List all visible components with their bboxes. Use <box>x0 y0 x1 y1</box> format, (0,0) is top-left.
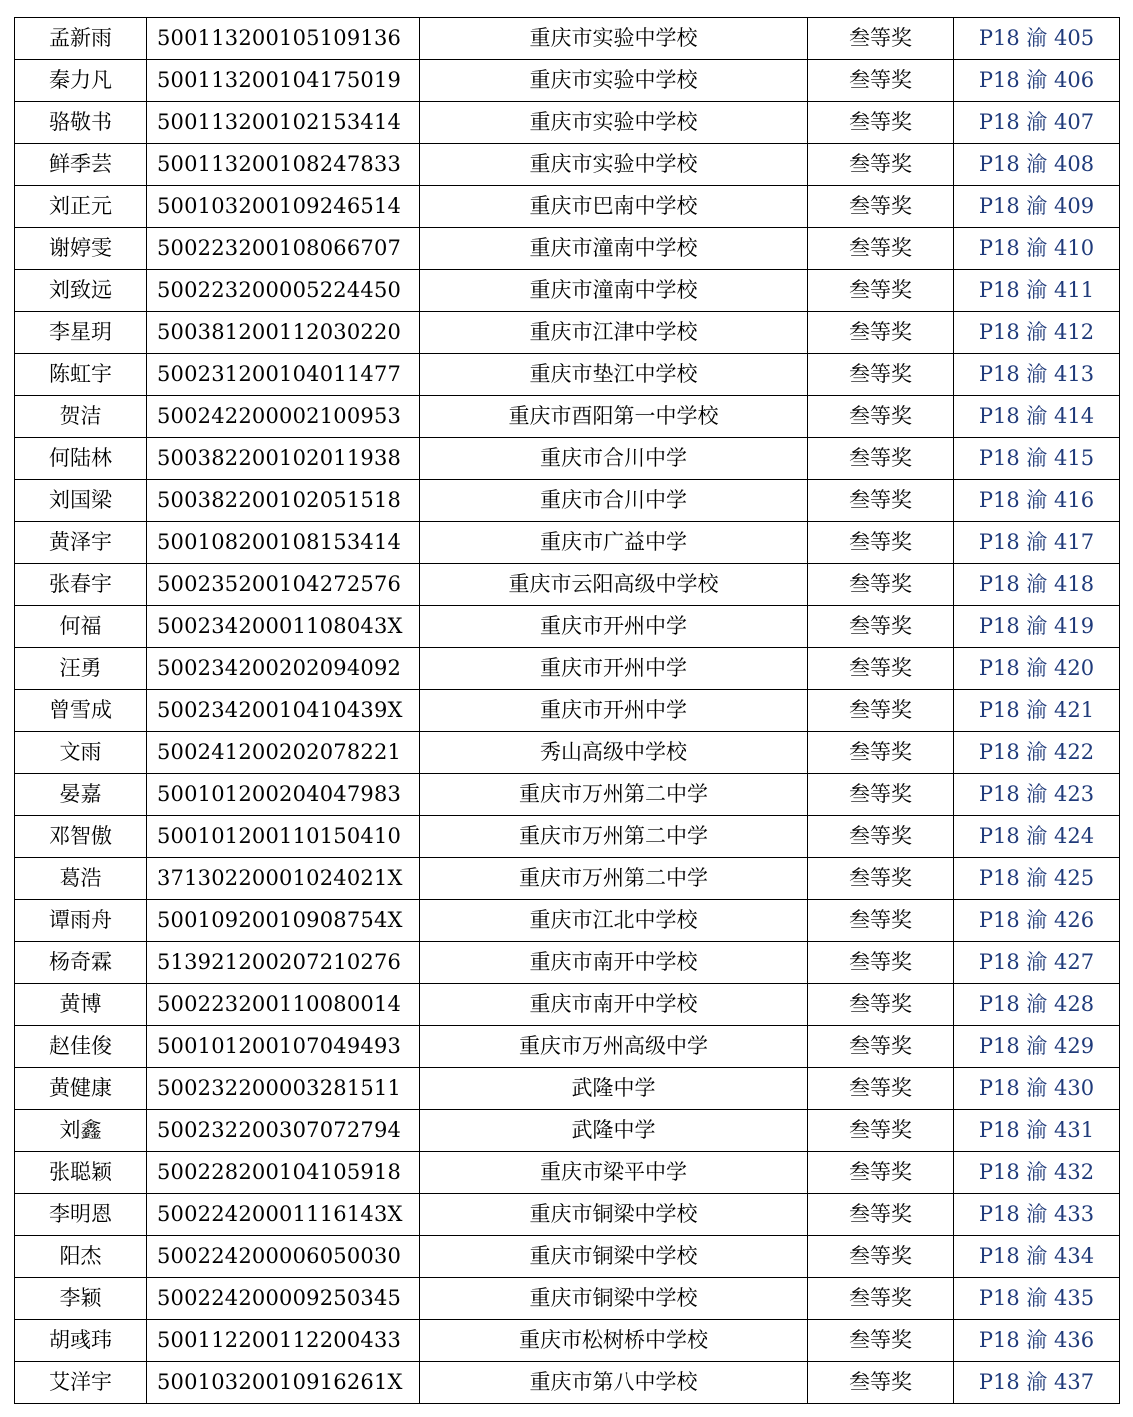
school-name-cell: 武隆中学 <box>420 1110 808 1152</box>
certificate-number-cell: P18 渝 430 <box>954 1068 1120 1110</box>
id-number-cell: 500382200102011938 <box>147 438 420 480</box>
id-number-cell: 500113200108247833 <box>147 144 420 186</box>
table-row <box>15 732 1120 774</box>
certificate-number-cell: P18 渝 407 <box>954 102 1120 144</box>
award-level-cell: 叁等奖 <box>808 816 954 858</box>
school-name-cell: 重庆市万州第二中学 <box>420 774 808 816</box>
table-row <box>15 60 1120 102</box>
award-level-cell: 叁等奖 <box>808 1152 954 1194</box>
certificate-number-cell: P18 渝 409 <box>954 186 1120 228</box>
student-name-cell: 阳杰 <box>15 1236 147 1278</box>
student-name-cell: 葛浩 <box>15 858 147 900</box>
certificate-number-cell: P18 渝 432 <box>954 1152 1120 1194</box>
student-name-cell: 黄健康 <box>15 1068 147 1110</box>
award-level-cell: 叁等奖 <box>808 396 954 438</box>
certificate-number-cell: P18 渝 428 <box>954 984 1120 1026</box>
id-number-cell: 500223200110080014 <box>147 984 420 1026</box>
student-name-cell: 陈虹宇 <box>15 354 147 396</box>
school-name-cell: 重庆市实验中学校 <box>420 18 808 60</box>
table-row <box>15 900 1120 942</box>
table-row <box>15 396 1120 438</box>
school-name-cell: 重庆市万州高级中学 <box>420 1026 808 1068</box>
award-level-cell: 叁等奖 <box>808 1026 954 1068</box>
award-level-cell: 叁等奖 <box>808 354 954 396</box>
certificate-number-cell: P18 渝 435 <box>954 1278 1120 1320</box>
table-row <box>15 144 1120 186</box>
award-level-cell: 叁等奖 <box>808 732 954 774</box>
student-name-cell: 曾雪成 <box>15 690 147 732</box>
school-name-cell: 重庆市云阳高级中学校 <box>420 564 808 606</box>
certificate-number-cell: P18 渝 433 <box>954 1194 1120 1236</box>
id-number-cell: 500234200202094092 <box>147 648 420 690</box>
certificate-number-cell: P18 渝 410 <box>954 228 1120 270</box>
award-level-cell: 叁等奖 <box>808 60 954 102</box>
certificate-number-cell: P18 渝 426 <box>954 900 1120 942</box>
id-number-cell: 500224200009250345 <box>147 1278 420 1320</box>
award-level-cell: 叁等奖 <box>808 270 954 312</box>
certificate-number-cell: P18 渝 424 <box>954 816 1120 858</box>
certificate-number-cell: P18 渝 434 <box>954 1236 1120 1278</box>
school-name-cell: 重庆市开州中学 <box>420 690 808 732</box>
table-row <box>15 102 1120 144</box>
certificate-number-cell: P18 渝 427 <box>954 942 1120 984</box>
school-name-cell: 重庆市合川中学 <box>420 480 808 522</box>
certificate-number-cell: P18 渝 429 <box>954 1026 1120 1068</box>
student-name-cell: 刘鑫 <box>15 1110 147 1152</box>
id-number-cell: 50023420001108043X <box>147 606 420 648</box>
award-level-cell: 叁等奖 <box>808 18 954 60</box>
table-row <box>15 1110 1120 1152</box>
student-name-cell: 何陆林 <box>15 438 147 480</box>
school-name-cell: 秀山高级中学校 <box>420 732 808 774</box>
award-level-cell: 叁等奖 <box>808 1278 954 1320</box>
school-name-cell: 重庆市铜梁中学校 <box>420 1194 808 1236</box>
award-list-body <box>15 18 1120 1404</box>
student-name-cell: 黄泽宇 <box>15 522 147 564</box>
student-name-cell: 鲜季芸 <box>15 144 147 186</box>
award-level-cell: 叁等奖 <box>808 102 954 144</box>
table-row <box>15 1236 1120 1278</box>
table-row <box>15 1278 1120 1320</box>
table-row <box>15 522 1120 564</box>
student-name-cell: 黄博 <box>15 984 147 1026</box>
table-row <box>15 1194 1120 1236</box>
school-name-cell: 重庆市第八中学校 <box>420 1362 808 1404</box>
id-number-cell: 50023420010410439X <box>147 690 420 732</box>
certificate-number-cell: P18 渝 420 <box>954 648 1120 690</box>
award-level-cell: 叁等奖 <box>808 144 954 186</box>
id-number-cell: 500223200108066707 <box>147 228 420 270</box>
award-level-cell: 叁等奖 <box>808 228 954 270</box>
certificate-number-cell: P18 渝 416 <box>954 480 1120 522</box>
table-row <box>15 270 1120 312</box>
school-name-cell: 重庆市潼南中学校 <box>420 228 808 270</box>
table-row <box>15 438 1120 480</box>
school-name-cell: 重庆市合川中学 <box>420 438 808 480</box>
id-number-cell: 37130220001024021X <box>147 858 420 900</box>
student-name-cell: 文雨 <box>15 732 147 774</box>
student-name-cell: 张春宇 <box>15 564 147 606</box>
id-number-cell: 50010920010908754X <box>147 900 420 942</box>
student-name-cell: 赵佳俊 <box>15 1026 147 1068</box>
certificate-number-cell: P18 渝 414 <box>954 396 1120 438</box>
id-number-cell: 50022420001116143X <box>147 1194 420 1236</box>
id-number-cell: 513921200207210276 <box>147 942 420 984</box>
table-row <box>15 774 1120 816</box>
id-number-cell: 500242200002100953 <box>147 396 420 438</box>
award-level-cell: 叁等奖 <box>808 900 954 942</box>
school-name-cell: 重庆市巴南中学校 <box>420 186 808 228</box>
table-row <box>15 1026 1120 1068</box>
student-name-cell: 张聪颖 <box>15 1152 147 1194</box>
id-number-cell: 500235200104272576 <box>147 564 420 606</box>
certificate-number-cell: P18 渝 406 <box>954 60 1120 102</box>
id-number-cell: 500231200104011477 <box>147 354 420 396</box>
student-name-cell: 刘国梁 <box>15 480 147 522</box>
table-row <box>15 186 1120 228</box>
table-row <box>15 354 1120 396</box>
school-name-cell: 重庆市江北中学校 <box>420 900 808 942</box>
school-name-cell: 重庆市松树桥中学校 <box>420 1320 808 1362</box>
award-level-cell: 叁等奖 <box>808 1068 954 1110</box>
table-row <box>15 816 1120 858</box>
table-row <box>15 690 1120 732</box>
id-number-cell: 500228200104105918 <box>147 1152 420 1194</box>
table-row <box>15 1362 1120 1404</box>
table-row <box>15 858 1120 900</box>
table-row <box>15 648 1120 690</box>
certificate-number-cell: P18 渝 421 <box>954 690 1120 732</box>
student-name-cell: 邓智傲 <box>15 816 147 858</box>
school-name-cell: 重庆市酉阳第一中学校 <box>420 396 808 438</box>
id-number-cell: 500108200108153414 <box>147 522 420 564</box>
student-name-cell: 李颖 <box>15 1278 147 1320</box>
certificate-number-cell: P18 渝 423 <box>954 774 1120 816</box>
award-level-cell: 叁等奖 <box>808 480 954 522</box>
award-level-cell: 叁等奖 <box>808 774 954 816</box>
award-level-cell: 叁等奖 <box>808 186 954 228</box>
student-name-cell: 孟新雨 <box>15 18 147 60</box>
table-row <box>15 312 1120 354</box>
award-level-cell: 叁等奖 <box>808 1110 954 1152</box>
award-level-cell: 叁等奖 <box>808 942 954 984</box>
award-level-cell: 叁等奖 <box>808 984 954 1026</box>
id-number-cell: 500232200003281511 <box>147 1068 420 1110</box>
certificate-number-cell: P18 渝 415 <box>954 438 1120 480</box>
table-row <box>15 228 1120 270</box>
award-list-table <box>14 17 1120 1404</box>
certificate-number-cell: P18 渝 408 <box>954 144 1120 186</box>
student-name-cell: 骆敬书 <box>15 102 147 144</box>
award-level-cell: 叁等奖 <box>808 1236 954 1278</box>
certificate-number-cell: P18 渝 437 <box>954 1362 1120 1404</box>
certificate-number-cell: P18 渝 436 <box>954 1320 1120 1362</box>
student-name-cell: 谢婷雯 <box>15 228 147 270</box>
school-name-cell: 重庆市铜梁中学校 <box>420 1236 808 1278</box>
id-number-cell: 500113200102153414 <box>147 102 420 144</box>
id-number-cell: 500241200202078221 <box>147 732 420 774</box>
id-number-cell: 500381200112030220 <box>147 312 420 354</box>
school-name-cell: 重庆市梁平中学 <box>420 1152 808 1194</box>
school-name-cell: 重庆市南开中学校 <box>420 942 808 984</box>
student-name-cell: 胡彧玮 <box>15 1320 147 1362</box>
id-number-cell: 500113200104175019 <box>147 60 420 102</box>
student-name-cell: 刘正元 <box>15 186 147 228</box>
award-level-cell: 叁等奖 <box>808 648 954 690</box>
id-number-cell: 500101200204047983 <box>147 774 420 816</box>
student-name-cell: 刘致远 <box>15 270 147 312</box>
table-row <box>15 1320 1120 1362</box>
student-name-cell: 杨奇霖 <box>15 942 147 984</box>
id-number-cell: 500103200109246514 <box>147 186 420 228</box>
student-name-cell: 晏嘉 <box>15 774 147 816</box>
certificate-number-cell: P18 渝 405 <box>954 18 1120 60</box>
school-name-cell: 重庆市万州第二中学 <box>420 858 808 900</box>
table-row <box>15 564 1120 606</box>
school-name-cell: 武隆中学 <box>420 1068 808 1110</box>
table-row <box>15 18 1120 60</box>
student-name-cell: 李明恩 <box>15 1194 147 1236</box>
certificate-number-cell: P18 渝 425 <box>954 858 1120 900</box>
school-name-cell: 重庆市万州第二中学 <box>420 816 808 858</box>
student-name-cell: 汪勇 <box>15 648 147 690</box>
student-name-cell: 秦力凡 <box>15 60 147 102</box>
school-name-cell: 重庆市开州中学 <box>420 606 808 648</box>
award-level-cell: 叁等奖 <box>808 858 954 900</box>
award-level-cell: 叁等奖 <box>808 1362 954 1404</box>
school-name-cell: 重庆市开州中学 <box>420 648 808 690</box>
id-number-cell: 500113200105109136 <box>147 18 420 60</box>
certificate-number-cell: P18 渝 411 <box>954 270 1120 312</box>
id-number-cell: 500382200102051518 <box>147 480 420 522</box>
certificate-number-cell: P18 渝 412 <box>954 312 1120 354</box>
award-level-cell: 叁等奖 <box>808 522 954 564</box>
certificate-number-cell: P18 渝 417 <box>954 522 1120 564</box>
student-name-cell: 李星玥 <box>15 312 147 354</box>
award-level-cell: 叁等奖 <box>808 1320 954 1362</box>
student-name-cell: 何福 <box>15 606 147 648</box>
id-number-cell: 500232200307072794 <box>147 1110 420 1152</box>
id-number-cell: 500101200107049493 <box>147 1026 420 1068</box>
certificate-number-cell: P18 渝 413 <box>954 354 1120 396</box>
table-row <box>15 1152 1120 1194</box>
school-name-cell: 重庆市实验中学校 <box>420 60 808 102</box>
certificate-number-cell: P18 渝 431 <box>954 1110 1120 1152</box>
id-number-cell: 500101200110150410 <box>147 816 420 858</box>
table-row <box>15 606 1120 648</box>
school-name-cell: 重庆市广益中学 <box>420 522 808 564</box>
student-name-cell: 谭雨舟 <box>15 900 147 942</box>
award-level-cell: 叁等奖 <box>808 312 954 354</box>
id-number-cell: 500223200005224450 <box>147 270 420 312</box>
award-level-cell: 叁等奖 <box>808 690 954 732</box>
student-name-cell: 贺洁 <box>15 396 147 438</box>
school-name-cell: 重庆市实验中学校 <box>420 144 808 186</box>
certificate-number-cell: P18 渝 418 <box>954 564 1120 606</box>
school-name-cell: 重庆市实验中学校 <box>420 102 808 144</box>
school-name-cell: 重庆市江津中学校 <box>420 312 808 354</box>
table-row <box>15 1068 1120 1110</box>
table-row <box>15 984 1120 1026</box>
id-number-cell: 500224200006050030 <box>147 1236 420 1278</box>
id-number-cell: 500112200112200433 <box>147 1320 420 1362</box>
school-name-cell: 重庆市潼南中学校 <box>420 270 808 312</box>
id-number-cell: 50010320010916261X <box>147 1362 420 1404</box>
award-level-cell: 叁等奖 <box>808 438 954 480</box>
table-row <box>15 942 1120 984</box>
award-level-cell: 叁等奖 <box>808 564 954 606</box>
student-name-cell: 艾洋宇 <box>15 1362 147 1404</box>
school-name-cell: 重庆市南开中学校 <box>420 984 808 1026</box>
certificate-number-cell: P18 渝 422 <box>954 732 1120 774</box>
school-name-cell: 重庆市垫江中学校 <box>420 354 808 396</box>
school-name-cell: 重庆市铜梁中学校 <box>420 1278 808 1320</box>
certificate-number-cell: P18 渝 419 <box>954 606 1120 648</box>
award-level-cell: 叁等奖 <box>808 1194 954 1236</box>
award-level-cell: 叁等奖 <box>808 606 954 648</box>
table-row <box>15 480 1120 522</box>
